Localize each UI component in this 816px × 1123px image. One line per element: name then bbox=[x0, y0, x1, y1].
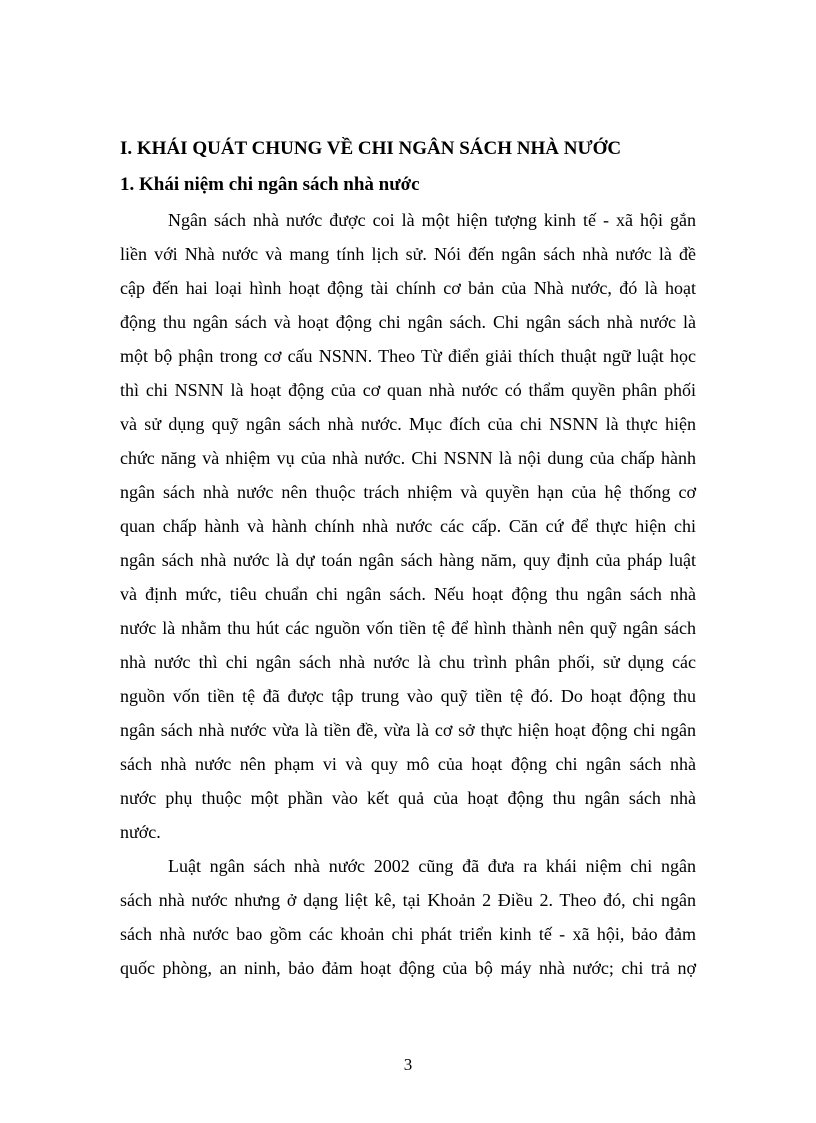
paragraph-1-line: thì chi NSNN là hoạt động của cơ quan nhà nước có thẩm quyền phân phối bbox=[120, 380, 696, 400]
paragraph-2-line: Luật ngân sách nhà nước 2002 cũng đã đưa ra khái niệm chi ngân bbox=[168, 856, 696, 876]
paragraph-1-line: nước phụ thuộc một phần vào kết quả của hoạt động thu ngân sách nhà bbox=[120, 788, 696, 808]
paragraph-1-line: và định mức, tiêu chuẩn chi ngân sách. Nếu hoạt động thu ngân sách nhà bbox=[120, 584, 696, 604]
paragraph-1-line: động thu ngân sách và hoạt động chi ngân sách. Chi ngân sách nhà nước là bbox=[120, 312, 696, 332]
paragraph-1-line: một bộ phận trong cơ cấu NSNN. Theo Từ điển giải thích thuật ngữ luật học bbox=[120, 346, 696, 366]
subsection-heading: 1. Khái niệm chi ngân sách nhà nước bbox=[120, 174, 420, 195]
paragraph-1-line: sách nhà nước nên phạm vi và quy mô của hoạt động chi ngân sách nhà bbox=[120, 754, 696, 774]
paragraph-1-line: quan chấp hành và hành chính nhà nước các cấp. Căn cứ để thực hiện chi bbox=[120, 516, 696, 536]
paragraph-2-line: sách nhà nước bao gồm các khoản chi phát triển kinh tế - xã hội, bảo đảm bbox=[120, 924, 696, 944]
paragraph-1-line: cập đến hai loại hình hoạt động tài chính cơ bản của Nhà nước, đó là hoạt bbox=[120, 278, 696, 298]
paragraph-1-line: và sử dụng quỹ ngân sách nhà nước. Mục đích của chi NSNN là thực hiện bbox=[120, 414, 696, 434]
paragraph-2-line: sách nhà nước nhưng ở dạng liệt kê, tại Khoản 2 Điều 2. Theo đó, chi ngân bbox=[120, 890, 696, 910]
page-number: 3 bbox=[403, 1055, 413, 1074]
paragraph-1-line: ngân sách nhà nước là dự toán ngân sách hàng năm, quy định của pháp luật bbox=[120, 550, 696, 570]
paragraph-1-line: liền với Nhà nước và mang tính lịch sử. Nói đến ngân sách nhà nước là đề bbox=[120, 244, 696, 264]
paragraph-1-line: nước. bbox=[120, 822, 161, 842]
paragraph-1-line: chức năng và nhiệm vụ của nhà nước. Chi NSNN là nội dung của chấp hành bbox=[120, 448, 696, 468]
paragraph-1-line: ngân sách nhà nước vừa là tiền đề, vừa là cơ sở thực hiện hoạt động chi ngân bbox=[120, 720, 696, 740]
paragraph-1-line: nước là nhằm thu hút các nguồn vốn tiền tệ để hình thành nên quỹ ngân sách bbox=[120, 618, 696, 638]
paragraph-2-line: quốc phòng, an ninh, bảo đảm hoạt động của bộ máy nhà nước; chi trả nợ bbox=[120, 958, 696, 978]
section-heading: I. KHÁI QUÁT CHUNG VỀ CHI NGÂN SÁCH NHÀ NƯỚC bbox=[120, 138, 622, 159]
paragraph-1-line: Ngân sách nhà nước được coi là một hiện tượng kinh tế - xã hội gắn bbox=[168, 210, 696, 230]
paragraph-1-line: ngân sách nhà nước nên thuộc trách nhiệm và quyền hạn của hệ thống cơ bbox=[120, 482, 696, 502]
paragraph-1-line: nhà nước thì chi ngân sách nhà nước là chu trình phân phối, sử dụng các bbox=[120, 652, 696, 672]
paragraph-1-line: nguồn vốn tiền tệ đã được tập trung vào quỹ tiền tệ đó. Do hoạt động thu bbox=[120, 686, 696, 706]
